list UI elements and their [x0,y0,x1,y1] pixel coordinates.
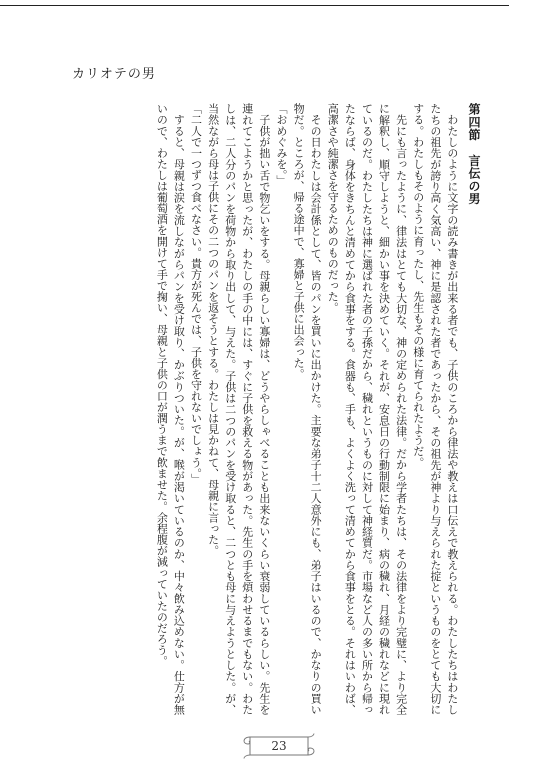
section-heading: 第四節 言伝の男 [467,103,481,206]
page-number: 23 [271,739,287,753]
vertical-body-text [96,103,482,715]
dialogue-line: 「二人で一つずつ食べなさい。貴方が死んでは、子供を守れないでしょう。」 [189,103,203,485]
page-footer [242,731,316,761]
book-title: カリオテの男 [72,67,156,82]
paragraph: その日わたしは会計係として、皆のパンを買いに出かけた。主要な弟子十二人意外にも、弟子はいるので、かなりの買い物だ。ところが、帰る途中で、寡婦と子供に出会った。 [292,103,323,715]
paragraph: わたしのように文字の読み書きが出来る者でも、子供のころから律法や教えは口伝えで教えられる。わたしたちはわたしたちの祖先が誇り高く気高い、神に是認された者であったから、その祖先が神より与えられた掟というものをとても大切にする。わたしもそのように育ったし、先生もその様に育てられたようだ。 [411,103,459,715]
top-rule [0,5,509,6]
dialogue-line: 「おめぐみを。」 [274,103,288,186]
paragraph: 先にも言ったように、律法はとても大切な、神の定められた法律。だから学者たちは、その法律をより完璧に、より完全に解釈し、順守しようと、細かい事を決めていく。それが、安息日の行動制限に始まり、病の穢れ、月経の穢れなどに現れているのだ。わたしたちは神に選ばれた者の子孫だから、穢れというものに対して神経質だ。市場など人の多い所から帰ったならば、身体をきちんと清めてから食事をする。食器も、手も、よくよく洗って清めてから食事をとる。それはいわば、高潔さや純潔さを守るためのものだった。 [326,103,408,715]
paragraph: すると、母親は涙を流しながらパンを受け取り、かぶりついた。が、喉が渇いているのか、中々飲み込めない。仕方が無いので、わたしは葡萄酒を開けて手で掬い、母親と子供の口が潤うまで飲ませた。余程腹が減っていたのだろう。 [155,103,186,715]
paragraph: 子供が拙い舌で物乞いをする。母親らしい寡婦は、どうやらしゃべることも出来ないくらい衰弱しているらしい。先生を連れてこようかと思ったが、わたしの手の中には、すぐに子供を救える物があった。先生の手を煩わせるまでもない。わたしは、二人分のパンを荷物から取り出して、与えた。子供は二つのパンを受け取ると、二つとも母に与えようとした。が、当然ながら母は子供にその二つのパンを返そうとする。わたしは見かねて、母親に言った。 [206,103,271,715]
